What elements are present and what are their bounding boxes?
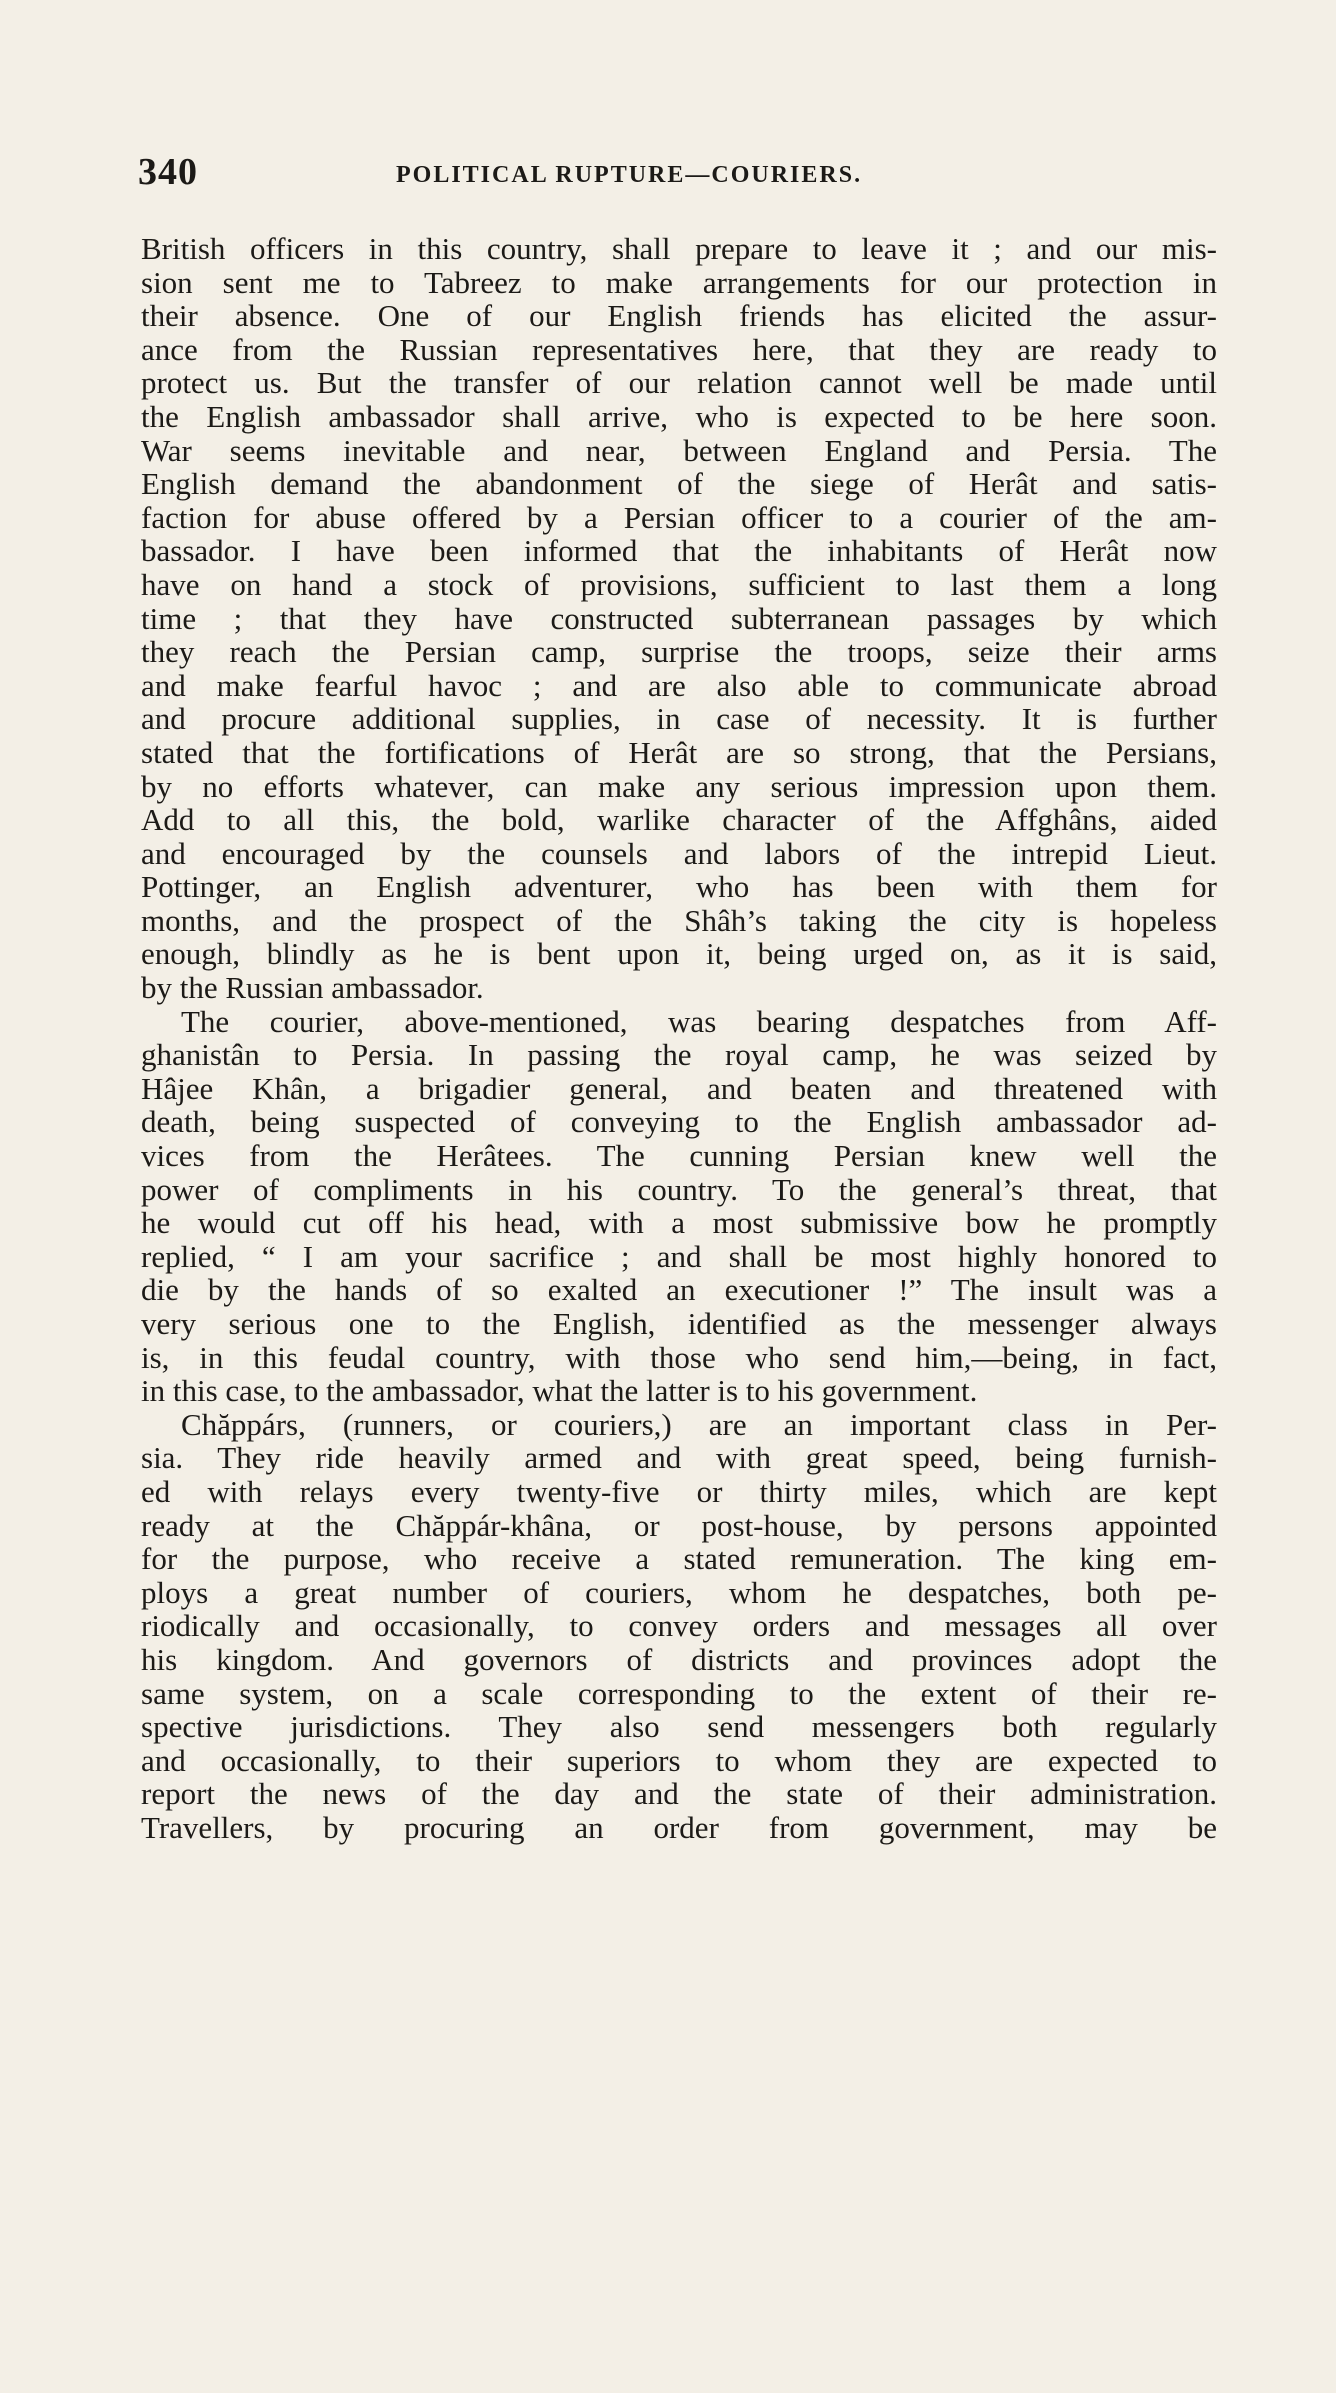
text-line: British officers in this country, shall prepare to leave it ; and our mis- <box>141 231 1217 266</box>
text-line: enough, blindly as he is bent upon it, being urged on, as it is said, <box>141 936 1217 972</box>
text-line: power of compliments in his country. To the general’s threat, that <box>141 1171 1217 1207</box>
text-line: have on hand a stock of provisions, sufficient to last them a long <box>141 566 1217 602</box>
text-line: protect us. But the transfer of our relation cannot well be made until <box>141 365 1217 401</box>
text-line: by the Russian ambassador. <box>141 970 484 1006</box>
text-line: Add to all this, the bold, warlike character of the Affghâns, aided <box>141 802 1217 838</box>
text-line: in this case, to the ambassador, what the latter is to his government. <box>141 1373 978 1409</box>
text-line: sia. They ride heavily armed and with great speed, being furnish- <box>141 1440 1217 1476</box>
text-line: English demand the abandonment of the siege of Herât and satis- <box>141 466 1217 502</box>
text-line: spective jurisdictions. They also send messengers both regularly <box>141 1709 1217 1745</box>
text-line: ploys a great number of couriers, whom he despatches, both pe- <box>141 1574 1217 1610</box>
text-line: faction for abuse offered by a Persian officer to a courier of the am- <box>141 499 1217 535</box>
running-head: POLITICAL RUPTURE—COURIERS. <box>396 162 863 188</box>
text-line: Travellers, by procuring an order from government, may be <box>141 1809 1217 1845</box>
text-line: and procure additional supplies, in case of necessity. It is further <box>141 701 1217 737</box>
text-line: same system, on a scale corresponding to the extent of their re- <box>141 1675 1217 1711</box>
text-line: ready at the Chăppár-khâna, or post-house, by persons appointed <box>141 1507 1217 1543</box>
text-line: is, in this feudal country, with those who send him,—being, in fact, <box>141 1339 1217 1375</box>
text-line: ance from the Russian representatives here, that they are ready to <box>141 331 1217 367</box>
text-line: War seems inevitable and near, between England and Persia. The <box>141 432 1217 468</box>
text-line: very serious one to the English, identified as the messenger always <box>141 1306 1217 1341</box>
body-text <box>141 232 1217 1845</box>
text-line: by no efforts whatever, can make any serious impression upon them. <box>141 768 1217 804</box>
text-line: time ; that they have constructed subterranean passages by which <box>141 600 1217 636</box>
text-line: bassador. I have been informed that the inhabitants of Herât now <box>141 533 1217 569</box>
text-line: Pottinger, an English adventurer, who has been with them for <box>141 869 1217 905</box>
text-line: riodically and occasionally, to convey orders and messages all over <box>141 1608 1217 1644</box>
text-line: for the purpose, who receive a stated remuneration. The king em- <box>141 1541 1217 1577</box>
text-line: death, being suspected of conveying to the English ambassador ad- <box>141 1104 1217 1140</box>
text-line: and make fearful havoc ; and are also able to communicate abroad <box>141 667 1217 703</box>
text-line: vices from the Herâtees. The cunning Persian knew well the <box>141 1138 1217 1174</box>
text-line: their absence. One of our English friends has elicited the assur- <box>141 298 1217 334</box>
text-line: ed with relays every twenty-five or thirty miles, which are kept <box>141 1473 1217 1509</box>
text-line: and encouraged by the counsels and labors of the intrepid Lieut. <box>141 835 1217 871</box>
text-line: The courier, above-mentioned, was bearing despatches from Aff- <box>181 1003 1217 1039</box>
text-line: he would cut off his head, with a most submissive bow he promptly <box>141 1205 1217 1241</box>
text-line: Hâjee Khân, a brigadier general, and beaten and threatened with <box>141 1070 1217 1106</box>
page-number: 340 <box>138 151 198 193</box>
text-line: and occasionally, to their superiors to whom they are expected to <box>141 1742 1217 1778</box>
text-line: replied, “ I am your sacrifice ; and shall be most highly honored to <box>141 1238 1217 1274</box>
text-line: ghanistân to Persia. In passing the royal camp, he was seized by <box>141 1037 1217 1073</box>
text-line: his kingdom. And governors of districts and provinces adopt the <box>141 1641 1217 1677</box>
text-line: months, and the prospect of the Shâh’s taking the city is hopeless <box>141 902 1217 938</box>
text-line: Chăppárs, (runners, or couriers,) are an important class in Per- <box>181 1406 1217 1442</box>
text-line: sion sent me to Tabreez to make arrangements for our protection in <box>141 264 1217 300</box>
text-line: die by the hands of so exalted an executioner !” The insult was a <box>141 1272 1217 1308</box>
text-line: the English ambassador shall arrive, who is expected to be here soon. <box>141 398 1217 434</box>
text-line: stated that the fortifications of Herât are so strong, that the Persians, <box>141 734 1217 770</box>
text-line: report the news of the day and the state of their administration. <box>141 1776 1217 1812</box>
text-line: they reach the Persian camp, surprise the troops, seize their arms <box>141 634 1217 670</box>
page-header <box>138 150 1218 198</box>
